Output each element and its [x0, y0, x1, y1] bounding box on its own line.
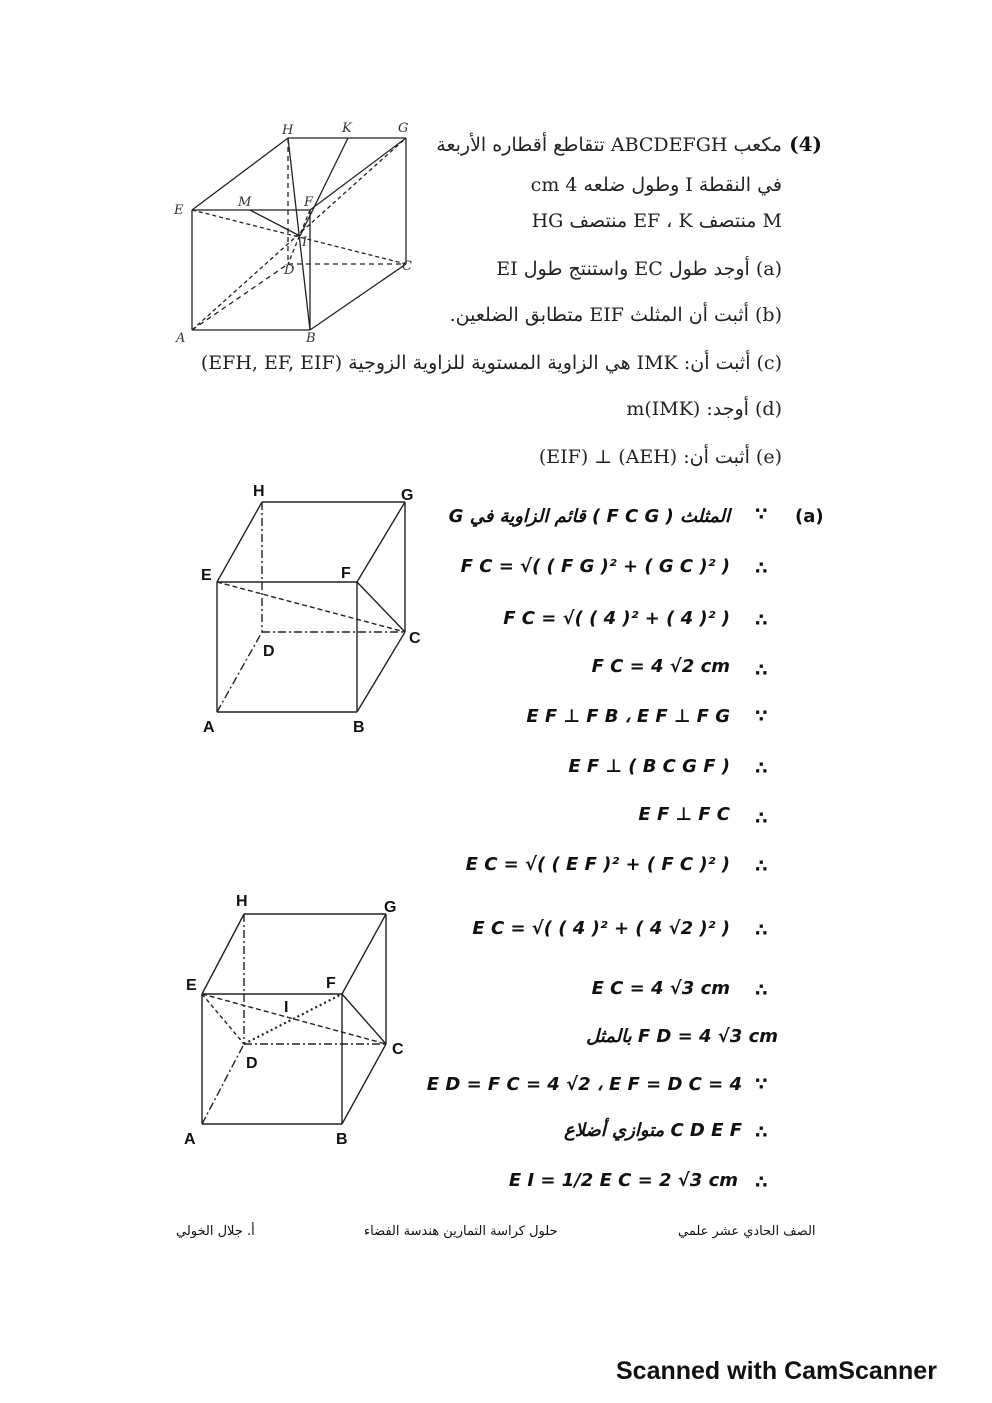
- solution-line-2: F C = √( ( F G )² + ( G C )² ): [460, 556, 730, 577]
- question-part-a: (a) أوجد طول EC واستنتج طول EI: [496, 258, 782, 280]
- solution-line-10: E C = 4 √3 cm: [591, 978, 730, 999]
- solution-mark-7: ∴: [755, 808, 768, 829]
- solution-mark-5: ∵: [755, 706, 768, 727]
- question-fig-label-K: K: [342, 121, 352, 136]
- fig2-label-I: I: [284, 999, 289, 1016]
- solution-line-7: E F ⊥ F C: [638, 804, 730, 825]
- fig2-label-E: E: [186, 977, 197, 994]
- fig1-label-G: G: [401, 487, 414, 504]
- solution-line-3: F C = √( ( 4 )² + ( 4 )² ): [503, 608, 730, 629]
- fig1-label-E: E: [201, 567, 212, 584]
- solution-mark-12: ∵: [755, 1074, 768, 1095]
- footer-book-title: حلول كراسة التمارين هندسة الفضاء: [364, 1224, 558, 1239]
- question-fig-label-D: D: [284, 263, 295, 278]
- camscanner-watermark: Scanned with CamScanner: [616, 1357, 937, 1385]
- solution-line-13: متوازي أضلاع C D E F: [564, 1120, 742, 1141]
- question-fig-label-A: A: [176, 331, 186, 346]
- question-line-2: في النقطة I وطول ضلعه 4 cm: [530, 174, 782, 196]
- fig1-label-B: B: [353, 719, 365, 736]
- footer-grade: الصف الحادي عشر علمي: [678, 1224, 816, 1239]
- solution-line-4: F C = 4 √2 cm: [591, 656, 730, 677]
- question-line-1: مكعب ABCDEFGH تتقاطع أقطاره الأربعة: [436, 134, 782, 156]
- solution-line-8: E C = √( ( E F )² + ( F C )² ): [465, 854, 730, 875]
- question-fig-label-G: G: [398, 121, 409, 136]
- question-fig-label-E: E: [174, 203, 184, 218]
- fig2-label-G: G: [384, 899, 397, 916]
- solution-mark-4: ∴: [755, 660, 768, 681]
- fig1-label-A: A: [203, 719, 215, 736]
- question-fig-label-M: M: [238, 195, 252, 210]
- solution-mark-14: ∴: [755, 1172, 768, 1193]
- solution-line-14: E I = 1/2 E C = 2 √3 cm: [508, 1170, 738, 1191]
- question-part-d: (d) أوجد: m(IMK): [626, 398, 782, 420]
- solution-mark-6: ∴: [755, 758, 768, 779]
- solution-line-5: E F ⊥ F B ، E F ⊥ F G: [526, 706, 730, 727]
- fig2-label-D: D: [246, 1055, 258, 1072]
- fig1-label-D: D: [263, 643, 275, 660]
- solution-part-label: (a): [795, 506, 824, 527]
- question-fig-label-H: H: [282, 123, 294, 138]
- question-part-e: (e) أثبت أن: (AEH) ⊥ (EIF): [538, 446, 782, 468]
- footer-author: أ. جلال الخولي: [176, 1224, 255, 1239]
- solution-line-6: E F ⊥ ( B C G F ): [568, 756, 730, 777]
- solution-mark-8: ∴: [755, 856, 768, 877]
- question-fig-label-F: F: [304, 195, 314, 210]
- solution-line-11: بالمثل F D = 4 √3 cm: [586, 1026, 778, 1047]
- question-part-c: (c) أثبت أن: IMK هي الزاوية المستوية للزاوية الزوجية (EFH, EF, EIF): [200, 352, 782, 374]
- solution-mark-13: ∴: [755, 1122, 768, 1143]
- question-fig-label-I: I: [302, 235, 308, 250]
- question-number: (4): [789, 132, 822, 156]
- fig1-label-H: H: [253, 483, 265, 500]
- fig2-label-C: C: [392, 1041, 404, 1058]
- fig2-label-F: F: [326, 975, 336, 992]
- fig1-label-F: F: [341, 565, 351, 582]
- question-fig-label-C: C: [402, 259, 412, 274]
- question-line-3: M منتصف EF ، K منتصف HG: [531, 210, 782, 232]
- solution-mark-3: ∴: [755, 610, 768, 631]
- fig2-label-H: H: [236, 893, 248, 910]
- solution-line-9: E C = √( ( 4 )² + ( 4 √2 )² ): [472, 918, 730, 939]
- question-part-b: (b) أثبت أن المثلث EIF متطابق الضلعين.: [449, 304, 782, 326]
- solution-mark-9: ∴: [755, 920, 768, 941]
- fig2-label-B: B: [336, 1131, 348, 1148]
- solution-mark-10: ∴: [755, 980, 768, 1001]
- question-fig-label-B: B: [306, 331, 316, 346]
- solution-mark-1: ∵: [755, 504, 768, 525]
- solution-cube-figure-2: [180, 888, 415, 1153]
- solution-cube-figure-1: [195, 478, 430, 743]
- solution-mark-2: ∴: [755, 558, 768, 579]
- question-cube-figure: [170, 118, 420, 348]
- solution-line-1: G قائم الزاوية في ( F C G ) المثلث: [448, 506, 730, 527]
- solution-line-12: E D = F C = 4 √2 ، E F = D C = 4: [426, 1074, 742, 1095]
- fig2-label-A: A: [184, 1131, 196, 1148]
- fig1-label-C: C: [409, 630, 421, 647]
